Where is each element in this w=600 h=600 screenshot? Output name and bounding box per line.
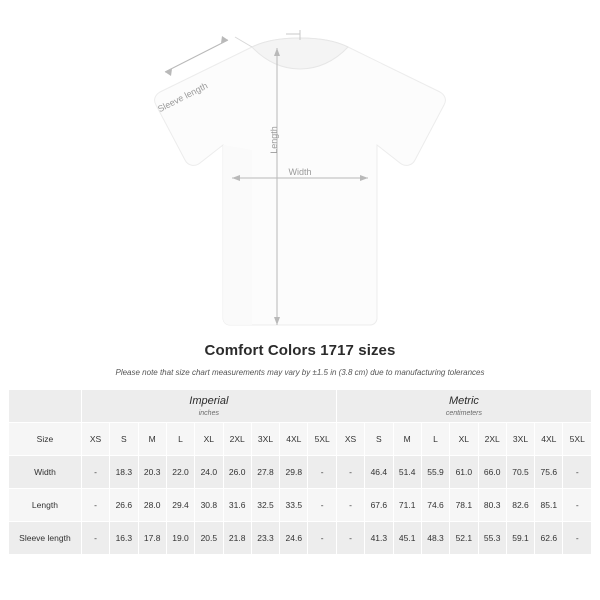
cell-length-imperial-3xl: 32.5 [251, 489, 279, 522]
cell-sleeve-metric-5xl: - [563, 522, 592, 555]
width-label: Width [288, 167, 312, 177]
cell-length-metric-xs: - [336, 489, 364, 522]
cell-length-metric-xl: 78.1 [450, 489, 478, 522]
cell-sleeve-metric-l: 48.3 [421, 522, 449, 555]
unit-metric-cell [336, 390, 591, 423]
unit-metric-sub: centimeters [445, 410, 483, 417]
cell-width-imperial-s: 18.3 [110, 456, 138, 489]
size-header-metric-3xl: 3XL [506, 423, 534, 456]
size-header-imperial-4xl: 4XL [280, 423, 308, 456]
cell-width-metric-xs: - [336, 456, 364, 489]
cell-sleeve-imperial-s: 16.3 [110, 522, 138, 555]
cell-length-imperial-2xl: 31.6 [223, 489, 251, 522]
cell-length-metric-3xl: 82.6 [506, 489, 534, 522]
cell-width-metric-l: 55.9 [421, 456, 449, 489]
title-block [0, 342, 600, 377]
size-header-metric-s: S [365, 423, 393, 456]
table-row [9, 489, 592, 522]
cell-width-metric-4xl: 75.6 [535, 456, 563, 489]
size-header-metric-l: L [421, 423, 449, 456]
cell-width-imperial-2xl: 26.0 [223, 456, 251, 489]
cell-sleeve-metric-4xl: 62.6 [535, 522, 563, 555]
size-header-imperial-3xl: 3XL [251, 423, 279, 456]
size-header-imperial-l: L [166, 423, 194, 456]
cell-sleeve-imperial-2xl: 21.8 [223, 522, 251, 555]
cell-sleeve-metric-xs: - [336, 522, 364, 555]
row-label-width: Width [9, 456, 82, 489]
cell-width-imperial-5xl: - [308, 456, 336, 489]
cell-width-metric-3xl: 70.5 [506, 456, 534, 489]
cell-length-metric-2xl: 80.3 [478, 489, 506, 522]
size-header-imperial-m: M [138, 423, 166, 456]
cell-width-imperial-3xl: 27.8 [251, 456, 279, 489]
cell-width-metric-5xl: - [563, 456, 592, 489]
cell-sleeve-metric-s: 41.3 [365, 522, 393, 555]
cell-width-imperial-m: 20.3 [138, 456, 166, 489]
size-header-imperial-s: S [110, 423, 138, 456]
cell-width-metric-xl: 61.0 [450, 456, 478, 489]
cell-length-imperial-xs: - [81, 489, 109, 522]
cell-length-imperial-m: 28.0 [138, 489, 166, 522]
cell-length-imperial-5xl: - [308, 489, 336, 522]
sleeve-length-label: Sleeve length [156, 80, 210, 115]
cell-width-metric-s: 46.4 [365, 456, 393, 489]
unit-imperial-cell [81, 390, 336, 423]
cell-length-metric-5xl: - [563, 489, 592, 522]
size-header-imperial-2xl: 2XL [223, 423, 251, 456]
size-header-metric-xl: XL [450, 423, 478, 456]
cell-length-imperial-4xl: 33.5 [280, 489, 308, 522]
length-label: Length [269, 126, 279, 154]
page-title: Comfort Colors 1717 sizes [204, 342, 396, 359]
cell-sleeve-imperial-5xl: - [308, 522, 336, 555]
size-header-metric-m: M [393, 423, 421, 456]
cell-sleeve-imperial-4xl: 24.6 [280, 522, 308, 555]
cell-length-metric-l: 74.6 [421, 489, 449, 522]
size-header-cell: Size [9, 423, 82, 456]
cell-sleeve-metric-2xl: 55.3 [478, 522, 506, 555]
cell-length-metric-4xl: 85.1 [535, 489, 563, 522]
cell-width-imperial-xs: - [81, 456, 109, 489]
size-header-imperial-xs: XS [81, 423, 109, 456]
row-label-sleeve-length: Sleeve length [9, 522, 82, 555]
cell-sleeve-imperial-m: 17.8 [138, 522, 166, 555]
size-chart-table [8, 389, 592, 555]
cell-length-imperial-s: 26.6 [110, 489, 138, 522]
size-header-metric-4xl: 4XL [535, 423, 563, 456]
size-header-metric-xs: XS [336, 423, 364, 456]
cell-length-imperial-xl: 30.8 [195, 489, 223, 522]
cell-sleeve-metric-xl: 52.1 [450, 522, 478, 555]
unit-metric-name: Metric [448, 395, 479, 407]
size-header-row [9, 423, 592, 456]
tolerance-note: Please note that size chart measurements may vary by ±1.5 in (3.8 cm) due to manufacturing tolerances [115, 368, 485, 377]
table-row [9, 522, 592, 555]
cell-sleeve-imperial-3xl: 23.3 [251, 522, 279, 555]
size-header-imperial-5xl: 5XL [308, 423, 336, 456]
size-header-metric-2xl: 2XL [478, 423, 506, 456]
cell-sleeve-imperial-xs: - [81, 522, 109, 555]
cell-width-imperial-xl: 24.0 [195, 456, 223, 489]
cell-width-metric-2xl: 66.0 [478, 456, 506, 489]
cell-sleeve-imperial-l: 19.0 [166, 522, 194, 555]
cell-sleeve-metric-m: 45.1 [393, 522, 421, 555]
size-header-metric-5xl: 5XL [563, 423, 592, 456]
unit-imperial-name: Imperial [189, 395, 229, 407]
units-row [9, 390, 592, 423]
cell-width-metric-m: 51.4 [393, 456, 421, 489]
table-row [9, 456, 592, 489]
size-table-wrap [0, 389, 600, 555]
cell-width-imperial-4xl: 29.8 [280, 456, 308, 489]
cell-length-metric-m: 71.1 [393, 489, 421, 522]
cell-sleeve-metric-3xl: 59.1 [506, 522, 534, 555]
cell-length-imperial-l: 29.4 [166, 489, 194, 522]
row-label-length: Length [9, 489, 82, 522]
units-corner-cell [9, 390, 82, 423]
cell-length-metric-s: 67.6 [365, 489, 393, 522]
cell-sleeve-imperial-xl: 20.5 [195, 522, 223, 555]
cell-width-imperial-l: 22.0 [166, 456, 194, 489]
size-header-imperial-xl: XL [195, 423, 223, 456]
unit-imperial-sub: inches [198, 410, 219, 417]
